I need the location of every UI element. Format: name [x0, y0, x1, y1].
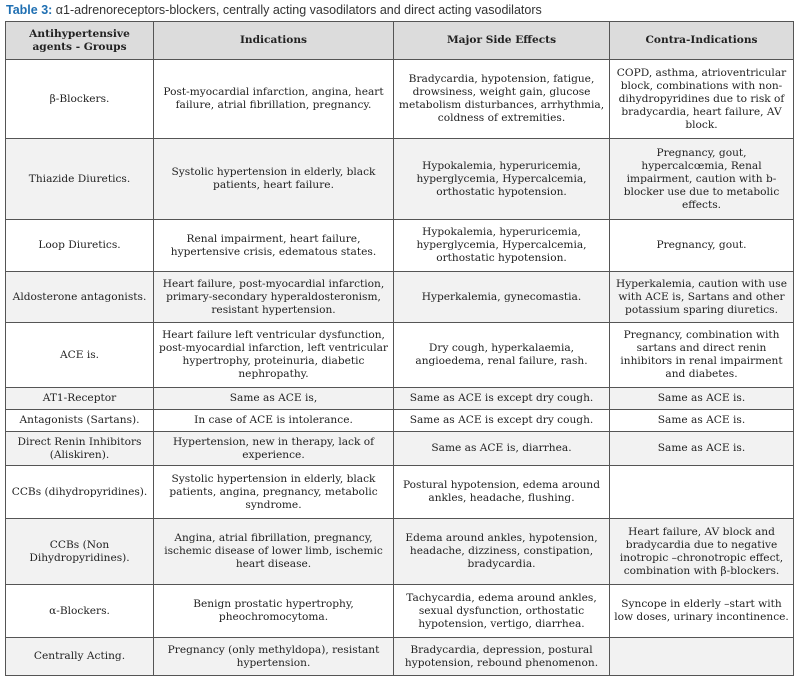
cell-contra [610, 466, 794, 519]
header-contra-indications: Contra-Indications [610, 22, 794, 60]
table-row [6, 410, 794, 432]
cell-contra: COPD, asthma, atrioventricular block, combinations with non-dihydropyridines due to risk of bradycardia, heart failure, AV block. [610, 60, 794, 139]
cell-indications: Heart failure, post-myocardial infarction, primary-secondary hyperaldosteronism, resistant hypertension. [154, 272, 394, 323]
cell-indications: Systolic hypertension in elderly, black patients, heart failure. [154, 139, 394, 220]
header-side-effects: Major Side Effects [394, 22, 610, 60]
cell-side-effects: Bradycardia, hypotension, fatigue, drowsiness, weight gain, glucose metabolism disturbances, arrhythmia, coldness of extremities. [394, 60, 610, 139]
cell-indications: Hypertension, new in therapy, lack of experience. [154, 432, 394, 466]
cell-contra: Pregnancy, gout. [610, 220, 794, 272]
cell-indications: In case of ACE is intolerance. [154, 410, 394, 432]
cell-side-effects: Same as ACE is, diarrhea. [394, 432, 610, 466]
cell-group: β-Blockers. [6, 60, 154, 139]
cell-contra: Same as ACE is. [610, 388, 794, 410]
table-row [6, 220, 794, 272]
cell-side-effects: Same as ACE is except dry cough. [394, 410, 610, 432]
table-row [6, 139, 794, 220]
cell-group: Thiazide Diuretics. [6, 139, 154, 220]
table-row [6, 519, 794, 585]
table-row [6, 272, 794, 323]
cell-side-effects: Hypokalemia, hyperuricemia, hyperglycemia, Hypercalcemia, orthostatic hypotension. [394, 139, 610, 220]
table-row [6, 323, 794, 388]
antihypertensive-table [5, 21, 794, 676]
cell-group: ACE is. [6, 323, 154, 388]
cell-contra: Heart failure, AV block and bradycardia due to negative inotropic –chronotropic effect, combination with β-blockers. [610, 519, 794, 585]
cell-side-effects: Hyperkalemia, gynecomastia. [394, 272, 610, 323]
cell-indications: Post-myocardial infarction, angina, heart failure, atrial fibrillation, pregnancy. [154, 60, 394, 139]
table-header-row [6, 22, 794, 60]
table-caption-label: Table 3: [6, 3, 53, 17]
cell-indications: Same as ACE is, [154, 388, 394, 410]
table-row [6, 638, 794, 676]
cell-side-effects: Tachycardia, edema around ankles, sexual dysfunction, orthostatic hypotension, vertigo, diarrhea. [394, 585, 610, 638]
cell-group: Loop Diuretics. [6, 220, 154, 272]
header-group: Antihypertensive agents - Groups [6, 22, 154, 60]
cell-side-effects: Dry cough, hyperkalaemia, angioedema, renal failure, rash. [394, 323, 610, 388]
cell-side-effects: Hypokalemia, hyperuricemia, hyperglycemia, Hypercalcemia, orthostatic hypotension. [394, 220, 610, 272]
cell-indications: Heart failure left ventricular dysfunction, post-myocardial infarction, left ventricular hypertrophy, proteinuria, diabetic nephropathy. [154, 323, 394, 388]
cell-indications: Renal impairment, heart failure, hypertensive crisis, edematous states. [154, 220, 394, 272]
header-indications: Indications [154, 22, 394, 60]
cell-group: CCBs (Non Dihydropyridines). [6, 519, 154, 585]
cell-indications: Angina, atrial fibrillation, pregnancy, ischemic disease of lower limb, ischemic heart disease. [154, 519, 394, 585]
cell-side-effects: Same as ACE is except dry cough. [394, 388, 610, 410]
table-row [6, 388, 794, 410]
cell-contra: Syncope in elderly –start with low doses, urinary incontinence. [610, 585, 794, 638]
cell-group: Antagonists (Sartans). [6, 410, 154, 432]
table-row [6, 60, 794, 139]
cell-indications: Systolic hypertension in elderly, black patients, angina, pregnancy, metabolic syndrome. [154, 466, 394, 519]
cell-group: CCBs (dihydropyridines). [6, 466, 154, 519]
cell-contra: Pregnancy, combination with sartans and direct renin inhibitors in renal impairment and diabetes. [610, 323, 794, 388]
cell-group: Direct Renin Inhibitors (Aliskiren). [6, 432, 154, 466]
cell-group: Aldosterone antagonists. [6, 272, 154, 323]
table-row [6, 432, 794, 466]
cell-contra: Same as ACE is. [610, 410, 794, 432]
table-row [6, 585, 794, 638]
table-caption [6, 3, 542, 17]
cell-side-effects: Edema around ankles, hypotension, headache, dizziness, constipation, bradycardia. [394, 519, 610, 585]
cell-group: AT1-Receptor [6, 388, 154, 410]
cell-contra [610, 638, 794, 676]
table-row [6, 466, 794, 519]
table-caption-text: α1-adrenoreceptors-blockers, centrally acting vasodilators and direct acting vasodilators [55, 3, 542, 17]
cell-side-effects: Postural hypotension, edema around ankles, headache, flushing. [394, 466, 610, 519]
cell-side-effects: Bradycardia, depression, postural hypotension, rebound phenomenon. [394, 638, 610, 676]
cell-group: α-Blockers. [6, 585, 154, 638]
cell-contra: Same as ACE is. [610, 432, 794, 466]
cell-indications: Benign prostatic hypertrophy, pheochromocytoma. [154, 585, 394, 638]
cell-contra: Hyperkalemia, caution with use with ACE is, Sartans and other potassium sparing diuretics. [610, 272, 794, 323]
cell-group: Centrally Acting. [6, 638, 154, 676]
cell-indications: Pregnancy (only methyldopa), resistant hypertension. [154, 638, 394, 676]
cell-contra: Pregnancy, gout, hypercalcœmia, Renal impairment, caution with b-blocker use due to metabolic effects. [610, 139, 794, 220]
